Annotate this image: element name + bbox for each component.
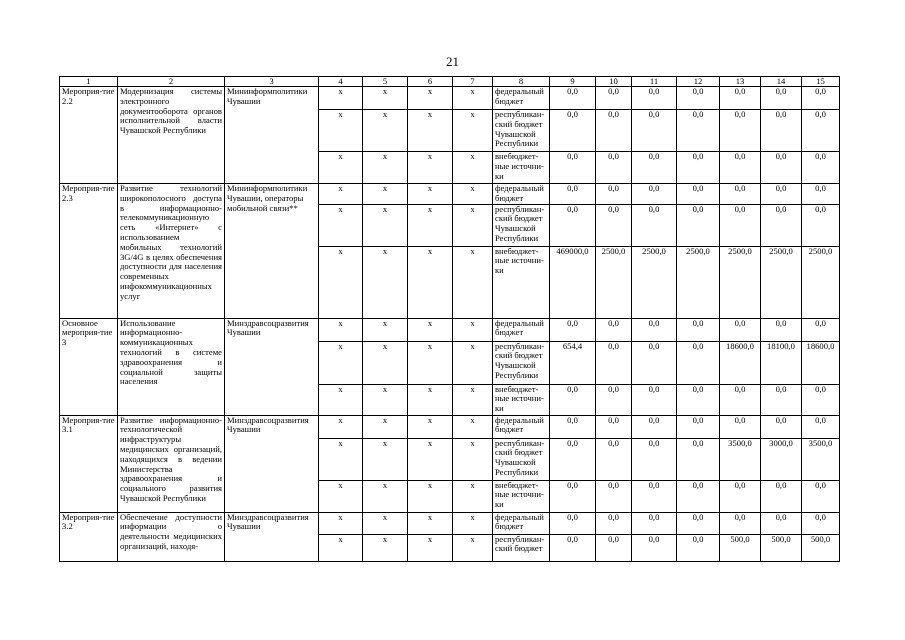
value-cell: 0,0 <box>677 534 720 561</box>
value-cell: 0,0 <box>802 512 840 534</box>
value-cell: 654,4 <box>550 341 596 384</box>
value-cell: 18600,0 <box>802 341 840 384</box>
value-cell: 0,0 <box>550 152 596 184</box>
x-mark-cell: x <box>408 246 453 318</box>
x-mark-cell: x <box>319 184 363 205</box>
value-cell: 0,0 <box>720 415 761 438</box>
x-mark-cell: x <box>363 246 408 318</box>
value-cell: 0,0 <box>596 184 632 205</box>
column-header: 3 <box>225 77 319 87</box>
x-mark-cell: x <box>319 480 363 512</box>
x-mark-cell: x <box>363 110 408 152</box>
x-mark-cell: x <box>363 480 408 512</box>
x-mark-cell: x <box>408 415 453 438</box>
value-cell: 0,0 <box>550 480 596 512</box>
value-cell: 0,0 <box>550 438 596 480</box>
value-cell: 0,0 <box>802 384 840 415</box>
value-cell: 0,0 <box>677 87 720 110</box>
x-mark-cell: x <box>319 341 363 384</box>
value-cell: 0,0 <box>550 87 596 110</box>
value-cell: 0,0 <box>802 480 840 512</box>
x-mark-cell: x <box>453 341 493 384</box>
measure-cell: Мероприя-тие 3.2 <box>60 512 118 561</box>
funding-source-cell: федеральный бюджет <box>493 87 550 110</box>
executor-cell: Мининформполитики Чувашии <box>225 87 319 184</box>
value-cell: 0,0 <box>550 512 596 534</box>
measure-cell: Основное мероприя-тие 3 <box>60 318 118 415</box>
x-mark-cell: x <box>319 87 363 110</box>
value-cell: 0,0 <box>596 110 632 152</box>
x-mark-cell: x <box>408 110 453 152</box>
value-cell: 0,0 <box>677 110 720 152</box>
value-cell: 0,0 <box>677 415 720 438</box>
x-mark-cell: x <box>408 480 453 512</box>
x-mark-cell: x <box>408 87 453 110</box>
value-cell: 0,0 <box>632 87 677 110</box>
value-cell: 3500,0 <box>720 438 761 480</box>
column-header: 14 <box>761 77 802 87</box>
x-mark-cell: x <box>453 110 493 152</box>
x-mark-cell: x <box>363 318 408 341</box>
value-cell: 0,0 <box>677 480 720 512</box>
value-cell: 0,0 <box>550 384 596 415</box>
value-cell: 0,0 <box>761 415 802 438</box>
x-mark-cell: x <box>363 415 408 438</box>
description-cell: Развитие информационно-технологической инфраструктуры медицинских организаций, находящихся в ведении Министерства здравоохранения и социального развития Чувашской Республики <box>118 415 225 512</box>
column-header: 12 <box>677 77 720 87</box>
value-cell: 469000,0 <box>550 246 596 318</box>
value-cell: 0,0 <box>761 204 802 246</box>
value-cell: 0,0 <box>632 184 677 205</box>
value-cell: 0,0 <box>677 184 720 205</box>
description-cell: Использование информационно-коммуникационных технологий в системе здравоохранения и социальной защиты населения <box>118 318 225 415</box>
value-cell: 0,0 <box>677 438 720 480</box>
value-cell: 500,0 <box>761 534 802 561</box>
value-cell: 0,0 <box>596 87 632 110</box>
value-cell: 0,0 <box>761 480 802 512</box>
x-mark-cell: x <box>319 384 363 415</box>
value-cell: 0,0 <box>596 415 632 438</box>
value-cell: 0,0 <box>550 110 596 152</box>
value-cell: 0,0 <box>632 480 677 512</box>
x-mark-cell: x <box>408 204 453 246</box>
value-cell: 0,0 <box>596 204 632 246</box>
x-mark-cell: x <box>319 318 363 341</box>
value-cell: 0,0 <box>802 87 840 110</box>
x-mark-cell: x <box>453 534 493 561</box>
x-mark-cell: x <box>408 512 453 534</box>
funding-source-cell: внебюджет-ные источни-ки <box>493 152 550 184</box>
measure-cell: Мероприя-тие 3.1 <box>60 415 118 512</box>
funding-source-cell: федеральный бюджет <box>493 184 550 205</box>
measure-cell: Мероприя-тие 2.3 <box>60 184 118 319</box>
x-mark-cell: x <box>408 341 453 384</box>
table-row <box>60 87 840 110</box>
x-mark-cell: x <box>363 87 408 110</box>
x-mark-cell: x <box>453 184 493 205</box>
x-mark-cell: x <box>453 480 493 512</box>
x-mark-cell: x <box>453 152 493 184</box>
value-cell: 0,0 <box>802 204 840 246</box>
value-cell: 0,0 <box>632 415 677 438</box>
funding-source-cell: республикан-ский бюджет Чувашской Республики <box>493 438 550 480</box>
funding-source-cell: республикан-ский бюджет Чувашской Республики <box>493 204 550 246</box>
value-cell: 0,0 <box>761 110 802 152</box>
value-cell: 0,0 <box>720 318 761 341</box>
funding-source-cell: внебюджет-ные источни-ки <box>493 246 550 318</box>
description-cell: Обеспечение доступности информации о деятельности медицинских организаций, находя- <box>118 512 225 561</box>
value-cell: 0,0 <box>720 204 761 246</box>
x-mark-cell: x <box>319 415 363 438</box>
value-cell: 0,0 <box>596 318 632 341</box>
value-cell: 3500,0 <box>802 438 840 480</box>
budget-table <box>59 76 840 562</box>
table-row <box>60 318 840 341</box>
x-mark-cell: x <box>408 184 453 205</box>
value-cell: 0,0 <box>761 87 802 110</box>
value-cell: 0,0 <box>632 110 677 152</box>
value-cell: 0,0 <box>596 384 632 415</box>
x-mark-cell: x <box>319 534 363 561</box>
value-cell: 0,0 <box>677 204 720 246</box>
column-header: 5 <box>363 77 408 87</box>
column-header: 8 <box>493 77 550 87</box>
x-mark-cell: x <box>453 246 493 318</box>
value-cell: 0,0 <box>632 204 677 246</box>
executor-cell: Минздравсоцразвития Чувашии <box>225 512 319 561</box>
funding-source-cell: внебюджет-ные источни-ки <box>493 480 550 512</box>
value-cell: 2500,0 <box>720 246 761 318</box>
x-mark-cell: x <box>453 204 493 246</box>
value-cell: 3000,0 <box>761 438 802 480</box>
column-header: 10 <box>596 77 632 87</box>
value-cell: 0,0 <box>720 480 761 512</box>
x-mark-cell: x <box>319 512 363 534</box>
x-mark-cell: x <box>363 152 408 184</box>
value-cell: 0,0 <box>761 384 802 415</box>
column-header: 11 <box>632 77 677 87</box>
value-cell: 0,0 <box>677 341 720 384</box>
value-cell: 0,0 <box>761 152 802 184</box>
x-mark-cell: x <box>363 204 408 246</box>
x-mark-cell: x <box>319 438 363 480</box>
value-cell: 0,0 <box>802 318 840 341</box>
x-mark-cell: x <box>363 341 408 384</box>
executor-cell: Минздравсоцразвития Чувашии <box>225 415 319 512</box>
funding-source-cell: федеральный бюджет <box>493 512 550 534</box>
table-row <box>60 184 840 205</box>
x-mark-cell: x <box>319 110 363 152</box>
value-cell: 0,0 <box>720 110 761 152</box>
value-cell: 0,0 <box>632 318 677 341</box>
value-cell: 0,0 <box>802 184 840 205</box>
value-cell: 0,0 <box>550 204 596 246</box>
x-mark-cell: x <box>453 87 493 110</box>
column-header: 6 <box>408 77 453 87</box>
value-cell: 0,0 <box>761 512 802 534</box>
funding-source-cell: республикан-ский бюджет Чувашской Республики <box>493 110 550 152</box>
value-cell: 0,0 <box>632 438 677 480</box>
measure-cell: Мероприя-тие 2.2 <box>60 87 118 184</box>
value-cell: 0,0 <box>720 152 761 184</box>
value-cell: 0,0 <box>761 184 802 205</box>
value-cell: 500,0 <box>720 534 761 561</box>
value-cell: 0,0 <box>596 512 632 534</box>
column-header: 7 <box>453 77 493 87</box>
column-header: 4 <box>319 77 363 87</box>
table-row <box>60 512 840 534</box>
value-cell: 2500,0 <box>632 246 677 318</box>
value-cell: 0,0 <box>677 384 720 415</box>
funding-source-cell: республикан-ский бюджет Чувашской Республики <box>493 341 550 384</box>
page-number: 21 <box>446 54 459 69</box>
x-mark-cell: x <box>319 246 363 318</box>
executor-cell: Мининформполитики Чувашии, операторы мобильной связи** <box>225 184 319 319</box>
x-mark-cell: x <box>363 184 408 205</box>
value-cell: 0,0 <box>761 318 802 341</box>
x-mark-cell: x <box>453 415 493 438</box>
x-mark-cell: x <box>363 534 408 561</box>
x-mark-cell: x <box>408 152 453 184</box>
value-cell: 0,0 <box>720 384 761 415</box>
x-mark-cell: x <box>363 438 408 480</box>
x-mark-cell: x <box>453 318 493 341</box>
value-cell: 0,0 <box>550 184 596 205</box>
x-mark-cell: x <box>408 534 453 561</box>
value-cell: 0,0 <box>632 341 677 384</box>
funding-source-cell: внебюджет-ные источни-ки <box>493 384 550 415</box>
value-cell: 0,0 <box>550 534 596 561</box>
value-cell: 0,0 <box>632 152 677 184</box>
value-cell: 0,0 <box>677 512 720 534</box>
table-row <box>60 415 840 438</box>
value-cell: 0,0 <box>677 152 720 184</box>
value-cell: 18100,0 <box>761 341 802 384</box>
column-header: 1 <box>60 77 118 87</box>
value-cell: 0,0 <box>677 318 720 341</box>
value-cell: 0,0 <box>596 438 632 480</box>
value-cell: 0,0 <box>802 110 840 152</box>
value-cell: 2500,0 <box>761 246 802 318</box>
value-cell: 0,0 <box>596 152 632 184</box>
x-mark-cell: x <box>453 384 493 415</box>
value-cell: 2500,0 <box>802 246 840 318</box>
column-header: 9 <box>550 77 596 87</box>
x-mark-cell: x <box>408 438 453 480</box>
x-mark-cell: x <box>363 384 408 415</box>
description-cell: Модернизация системы электронного документооборота органов исполнительной власти Чувашской Республики <box>118 87 225 184</box>
value-cell: 2500,0 <box>677 246 720 318</box>
value-cell: 2500,0 <box>596 246 632 318</box>
column-header: 2 <box>118 77 225 87</box>
value-cell: 0,0 <box>632 534 677 561</box>
value-cell: 0,0 <box>720 512 761 534</box>
funding-source-cell: федеральный бюджет <box>493 318 550 341</box>
value-cell: 0,0 <box>596 341 632 384</box>
x-mark-cell: x <box>453 438 493 480</box>
value-cell: 0,0 <box>802 415 840 438</box>
executor-cell: Минздравсоцразвития Чувашии <box>225 318 319 415</box>
value-cell: 0,0 <box>596 534 632 561</box>
header-row <box>60 77 840 87</box>
x-mark-cell: x <box>363 512 408 534</box>
value-cell: 0,0 <box>596 480 632 512</box>
value-cell: 0,0 <box>632 512 677 534</box>
value-cell: 0,0 <box>720 87 761 110</box>
column-header: 13 <box>720 77 761 87</box>
x-mark-cell: x <box>408 384 453 415</box>
value-cell: 0,0 <box>550 415 596 438</box>
x-mark-cell: x <box>319 204 363 246</box>
value-cell: 0,0 <box>632 384 677 415</box>
funding-source-cell: федеральный бюджет <box>493 415 550 438</box>
value-cell: 500,0 <box>802 534 840 561</box>
value-cell: 18600,0 <box>720 341 761 384</box>
value-cell: 0,0 <box>550 318 596 341</box>
x-mark-cell: x <box>319 152 363 184</box>
funding-source-cell: республикан-ский бюджет <box>493 534 550 561</box>
column-header: 15 <box>802 77 840 87</box>
x-mark-cell: x <box>453 512 493 534</box>
value-cell: 0,0 <box>720 184 761 205</box>
value-cell: 0,0 <box>802 152 840 184</box>
x-mark-cell: x <box>408 318 453 341</box>
description-cell: Развитие технологий широкополосного доступа в информационно-телекоммуникационную сеть «Интернет» с использованием мобильных технологий 3G/4G в целях обеспечения доступности для населения современных инфокоммуникационных услуг <box>118 184 225 319</box>
